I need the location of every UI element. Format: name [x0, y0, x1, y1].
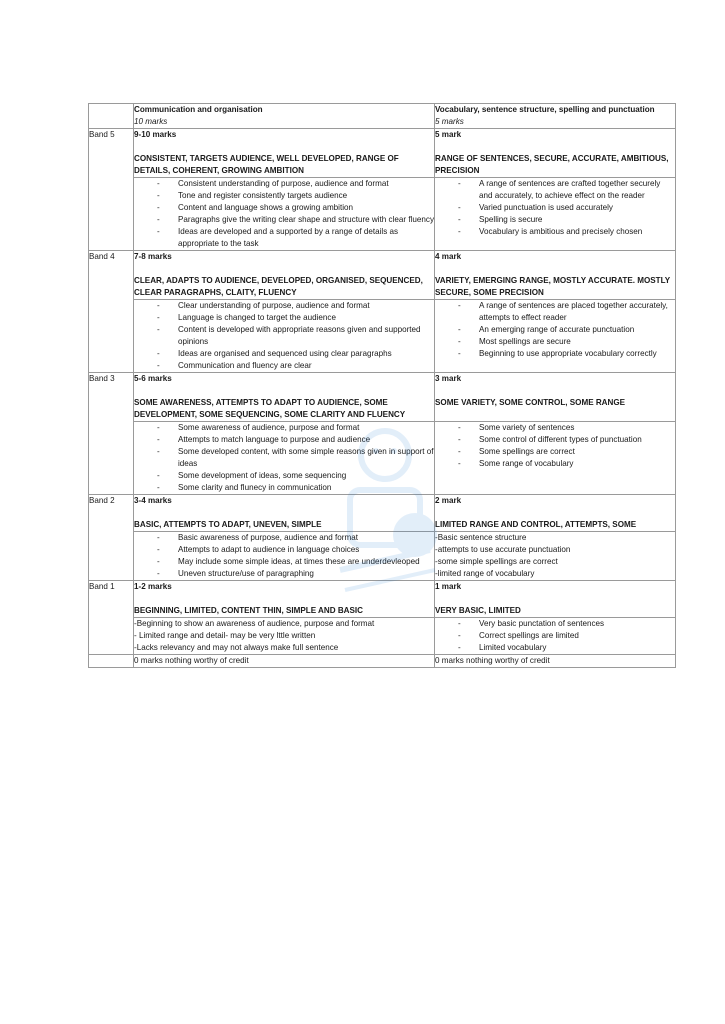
- bullet-point: [450, 434, 675, 446]
- bullet-text: Some development of ideas, some sequencing: [178, 471, 347, 480]
- bullet-text: A range of sentences are placed together accurately, attempts to effect reader: [479, 301, 668, 322]
- bullet-text: Some spellings are correct: [479, 447, 575, 456]
- zero-marks-row: [89, 655, 676, 668]
- band-label: Band 5: [89, 130, 115, 139]
- bullet-text: Most spellings are secure: [479, 337, 571, 346]
- band-label: Band 1: [89, 582, 115, 591]
- bullet-dash: -: [458, 631, 461, 640]
- bullet-dash: -: [157, 557, 160, 566]
- bullet-dash: -: [157, 483, 160, 492]
- bullet-dash: -: [458, 203, 461, 212]
- band-detail-row: [89, 532, 676, 581]
- vocabulary-bullet-list: [435, 618, 675, 654]
- bullet-point: [149, 214, 434, 226]
- band-label-cell: [89, 373, 134, 495]
- communication-detail-cell: [134, 532, 435, 581]
- bullet-text: A range of sentences are crafted together securely and accurately, to achieve effect on the reader: [479, 179, 661, 200]
- communication-marks: 9-10 marks: [134, 130, 177, 139]
- bullet-dash: -: [157, 191, 160, 200]
- bullet-point: [450, 324, 675, 336]
- bullet-text: Some awareness of audience, purpose and format: [178, 423, 360, 432]
- bullet-dash: -: [157, 179, 160, 188]
- descriptor-line: -attempts to use accurate punctuation: [435, 545, 571, 554]
- header-empty-cell: [89, 104, 134, 129]
- bullet-dash: -: [157, 447, 160, 456]
- bullet-dash: -: [458, 227, 461, 236]
- band-label: Band 4: [89, 252, 115, 261]
- descriptor-line: -Beginning to show an awareness of audience, purpose and format: [134, 619, 375, 628]
- bullet-text: Some variety of sentences: [479, 423, 575, 432]
- communication-descriptor-lines: [134, 618, 434, 654]
- bullet-point: [450, 446, 675, 458]
- vocabulary-header-title: Vocabulary, sentence structure, spelling and punctuation: [435, 105, 655, 114]
- descriptor-line: -limited range of vocabulary: [435, 569, 535, 578]
- bullet-point: [149, 568, 434, 580]
- bullet-point: [149, 532, 434, 544]
- bullet-dash: -: [157, 423, 160, 432]
- bullet-text: Some clarity and flunecy in communication: [178, 483, 332, 492]
- bullet-dash: -: [157, 203, 160, 212]
- band-label-cell: [89, 581, 134, 655]
- communication-marks: 7-8 marks: [134, 252, 172, 261]
- band-label-cell: [89, 251, 134, 373]
- bullet-text: Some range of vocabulary: [479, 459, 574, 468]
- zero-marks-empty-cell: [89, 655, 134, 668]
- band-label: Band 2: [89, 496, 115, 505]
- bullet-text: May include some simple ideas, at times these are underdevleoped: [178, 557, 420, 566]
- bullet-text: Correct spellings are limited: [479, 631, 579, 640]
- descriptor-line: -Lacks relevancy and may not always make full sentence: [134, 643, 339, 652]
- vocabulary-detail-cell: [435, 618, 676, 655]
- bullet-point: [149, 348, 434, 360]
- vocabulary-header-marks: 5 marks: [435, 117, 464, 126]
- bullet-text: Some developed content, with some simple reasons given in support of ideas: [178, 447, 434, 468]
- band-detail-row: [89, 178, 676, 251]
- vocabulary-summary: RANGE OF SENTENCES, SECURE, ACCURATE, AMBITIOUS, PRECISION: [435, 154, 669, 175]
- bullet-dash: -: [157, 325, 160, 334]
- bullet-point: [450, 348, 675, 360]
- bullet-text: Content and language shows a growing ambition: [178, 203, 354, 212]
- bullet-dash: -: [157, 215, 160, 224]
- vocabulary-summary-cell: [435, 129, 676, 178]
- vocabulary-detail-cell: [435, 300, 676, 373]
- band-summary-row: [89, 495, 676, 532]
- communication-detail-cell: [134, 178, 435, 251]
- bullet-text: Consistent understanding of purpose, audience and format: [178, 179, 389, 188]
- bullet-point: [450, 642, 675, 654]
- communication-bullet-list: [134, 532, 434, 580]
- descriptor-line: -some simple spellings are correct: [435, 557, 558, 566]
- vocabulary-bullet-list: [435, 178, 675, 238]
- vocabulary-bullet-list: [435, 300, 675, 360]
- band-detail-row: [89, 422, 676, 495]
- band-summary-row: [89, 251, 676, 300]
- bullet-text: Communication and fluency are clear: [178, 361, 312, 370]
- communication-summary-cell: [134, 373, 435, 422]
- bullet-dash: -: [458, 337, 461, 346]
- bullet-point: [149, 482, 434, 494]
- bullet-point: [149, 178, 434, 190]
- header-communication-cell: [134, 104, 435, 129]
- communication-bullet-list: [134, 178, 434, 250]
- communication-summary-cell: [134, 251, 435, 300]
- communication-detail-cell: [134, 422, 435, 495]
- bullet-point: [450, 202, 675, 214]
- band-label-cell: [89, 129, 134, 251]
- bullet-text: Ideas are organised and sequenced using clear paragraphs: [178, 349, 392, 358]
- band-detail-row: [89, 618, 676, 655]
- communication-summary: BASIC, ATTEMPTS TO ADAPT, UNEVEN, SIMPLE: [134, 520, 322, 529]
- communication-header-title: Communication and organisation: [134, 105, 263, 114]
- communication-summary-cell: [134, 581, 435, 618]
- bullet-text: Basic awareness of purpose, audience and format: [178, 533, 358, 542]
- bullet-point: [450, 214, 675, 226]
- bullet-point: [149, 190, 434, 202]
- bullet-point: [149, 202, 434, 214]
- communication-zero-text: 0 marks nothing worthy of credit: [134, 656, 249, 665]
- vocabulary-summary-cell: [435, 251, 676, 300]
- descriptor-line: - Limited range and detail- may be very lttle written: [134, 631, 316, 640]
- bullet-point: [149, 300, 434, 312]
- bullet-text: Content is developed with appropriate reasons given and supported opinions: [178, 325, 421, 346]
- communication-summary: SOME AWARENESS, ATTEMPTS TO ADAPT TO AUDIENCE, SOME DEVELOPMENT, SOME SEQUENCING, SOME CLARITY AND FLUENCY: [134, 398, 406, 419]
- bullet-dash: -: [157, 435, 160, 444]
- vocabulary-marks: 4 mark: [435, 252, 462, 261]
- bullet-point: [450, 300, 675, 324]
- vocabulary-detail-cell: [435, 532, 676, 581]
- bullet-point: [450, 422, 675, 434]
- bullet-text: Some control of different types of punctuation: [479, 435, 642, 444]
- bullet-point: [450, 336, 675, 348]
- bullet-point: [149, 226, 434, 250]
- band-label: Band 3: [89, 374, 115, 383]
- communication-bullet-list: [134, 300, 434, 372]
- bullet-point: [149, 360, 434, 372]
- bullet-point: [149, 434, 434, 446]
- bullet-dash: -: [458, 643, 461, 652]
- communication-zero-cell: [134, 655, 435, 668]
- bullet-point: [450, 226, 675, 238]
- bullet-point: [149, 470, 434, 482]
- communication-summary: CONSISTENT, TARGETS AUDIENCE, WELL DEVELOPED, RANGE OF DETAILS, COHERENT, GROWING AMBITION: [134, 154, 399, 175]
- vocabulary-summary: VERY BASIC, LIMITED: [435, 606, 521, 615]
- bullet-point: [149, 544, 434, 556]
- bullet-point: [149, 556, 434, 568]
- bullet-text: Attempts to match language to purpose and audience: [178, 435, 371, 444]
- bullet-dash: -: [458, 619, 461, 628]
- communication-marks: 1-2 marks: [134, 582, 172, 591]
- bullet-point: [149, 422, 434, 434]
- bullet-dash: -: [458, 435, 461, 444]
- communication-bullet-list: [134, 422, 434, 494]
- descriptor-line: -Basic sentence structure: [435, 533, 527, 542]
- vocabulary-summary: LIMITED RANGE AND CONTROL, ATTEMPTS, SOME: [435, 520, 637, 529]
- bullet-dash: -: [458, 215, 461, 224]
- bullet-text: Clear understanding of purpose, audience and format: [178, 301, 370, 310]
- communication-marks: 5-6 marks: [134, 374, 172, 383]
- bullet-text: Limited vocabulary: [479, 643, 547, 652]
- bullet-text: Language is changed to target the audience: [178, 313, 336, 322]
- communication-summary: BEGINNING, LIMITED, CONTENT THIN, SIMPLE AND BASIC: [134, 606, 364, 615]
- vocabulary-marks: 1 mark: [435, 582, 462, 591]
- band-detail-row: [89, 300, 676, 373]
- vocabulary-summary-cell: [435, 495, 676, 532]
- bullet-text: Ideas are developed and a supported by a range of details as appropriate to the task: [178, 227, 399, 248]
- bullet-dash: -: [458, 325, 461, 334]
- vocabulary-summary: VARIETY, EMERGING RANGE, MOSTLY ACCURATE. MOSTLY SECURE, SOME PRECISION: [435, 276, 671, 297]
- vocabulary-descriptor-lines: [435, 532, 675, 580]
- communication-detail-cell: [134, 300, 435, 373]
- bullet-text: Varied punctuation is used accurately: [479, 203, 613, 212]
- bullet-point: [149, 324, 434, 348]
- vocabulary-detail-cell: [435, 178, 676, 251]
- vocabulary-marks: 3 mark: [435, 374, 462, 383]
- communication-marks: 3-4 marks: [134, 496, 172, 505]
- communication-summary: CLEAR, ADAPTS TO AUDIENCE, DEVELOPED, ORGANISED, SEQUENCED, CLEAR PARAGRAPHS, CLAITY, FLUENCY: [134, 276, 423, 297]
- bullet-dash: -: [157, 349, 160, 358]
- bullet-point: [450, 178, 675, 202]
- bullet-dash: -: [458, 301, 461, 310]
- bullet-dash: -: [157, 471, 160, 480]
- bullet-point: [450, 458, 675, 470]
- bullet-dash: -: [157, 569, 160, 578]
- marking-rubric-table: [88, 103, 676, 668]
- bullet-dash: -: [157, 313, 160, 322]
- vocabulary-zero-text: 0 marks nothing worthy of credit: [435, 656, 550, 665]
- vocabulary-detail-cell: [435, 422, 676, 495]
- communication-detail-cell: [134, 618, 435, 655]
- bullet-text: Vocabulary is ambitious and precisely chosen: [479, 227, 643, 236]
- bullet-dash: -: [157, 545, 160, 554]
- bullet-text: Beginning to use appropriate vocabulary correctly: [479, 349, 657, 358]
- bullet-text: Tone and register consistently targets audience: [178, 191, 348, 200]
- vocabulary-summary-cell: [435, 581, 676, 618]
- bullet-dash: -: [458, 179, 461, 188]
- band-label-cell: [89, 495, 134, 581]
- bullet-text: An emerging range of accurate punctuation: [479, 325, 635, 334]
- band-summary-row: [89, 373, 676, 422]
- vocabulary-marks: 5 mark: [435, 130, 462, 139]
- bullet-dash: -: [157, 301, 160, 310]
- vocabulary-zero-cell: [435, 655, 676, 668]
- communication-summary-cell: [134, 495, 435, 532]
- band-summary-row: [89, 129, 676, 178]
- bullet-point: [149, 312, 434, 324]
- bullet-point: [450, 618, 675, 630]
- bullet-dash: -: [458, 447, 461, 456]
- bullet-dash: -: [458, 459, 461, 468]
- header-row: [89, 104, 676, 129]
- bullet-text: Paragraphs give the writing clear shape and structure with clear fluency: [178, 215, 434, 224]
- header-vocabulary-cell: [435, 104, 676, 129]
- bullet-text: Attempts to adapt to audience in language choices: [178, 545, 360, 554]
- bullet-dash: -: [458, 423, 461, 432]
- vocabulary-summary-cell: [435, 373, 676, 422]
- bullet-text: Very basic punctation of sentences: [479, 619, 605, 628]
- vocabulary-summary: SOME VARIETY, SOME CONTROL, SOME RANGE: [435, 398, 626, 407]
- bullet-point: [149, 446, 434, 470]
- bullet-text: Uneven structure/use of paragraphing: [178, 569, 314, 578]
- bullet-dash: -: [157, 227, 160, 236]
- bullet-point: [450, 630, 675, 642]
- bullet-dash: -: [157, 361, 160, 370]
- vocabulary-bullet-list: [435, 422, 675, 470]
- bullet-dash: -: [458, 349, 461, 358]
- communication-header-marks: 10 marks: [134, 117, 168, 126]
- vocabulary-marks: 2 mark: [435, 496, 462, 505]
- bullet-text: Spelling is secure: [479, 215, 543, 224]
- communication-summary-cell: [134, 129, 435, 178]
- bullet-dash: -: [157, 533, 160, 542]
- band-summary-row: [89, 581, 676, 618]
